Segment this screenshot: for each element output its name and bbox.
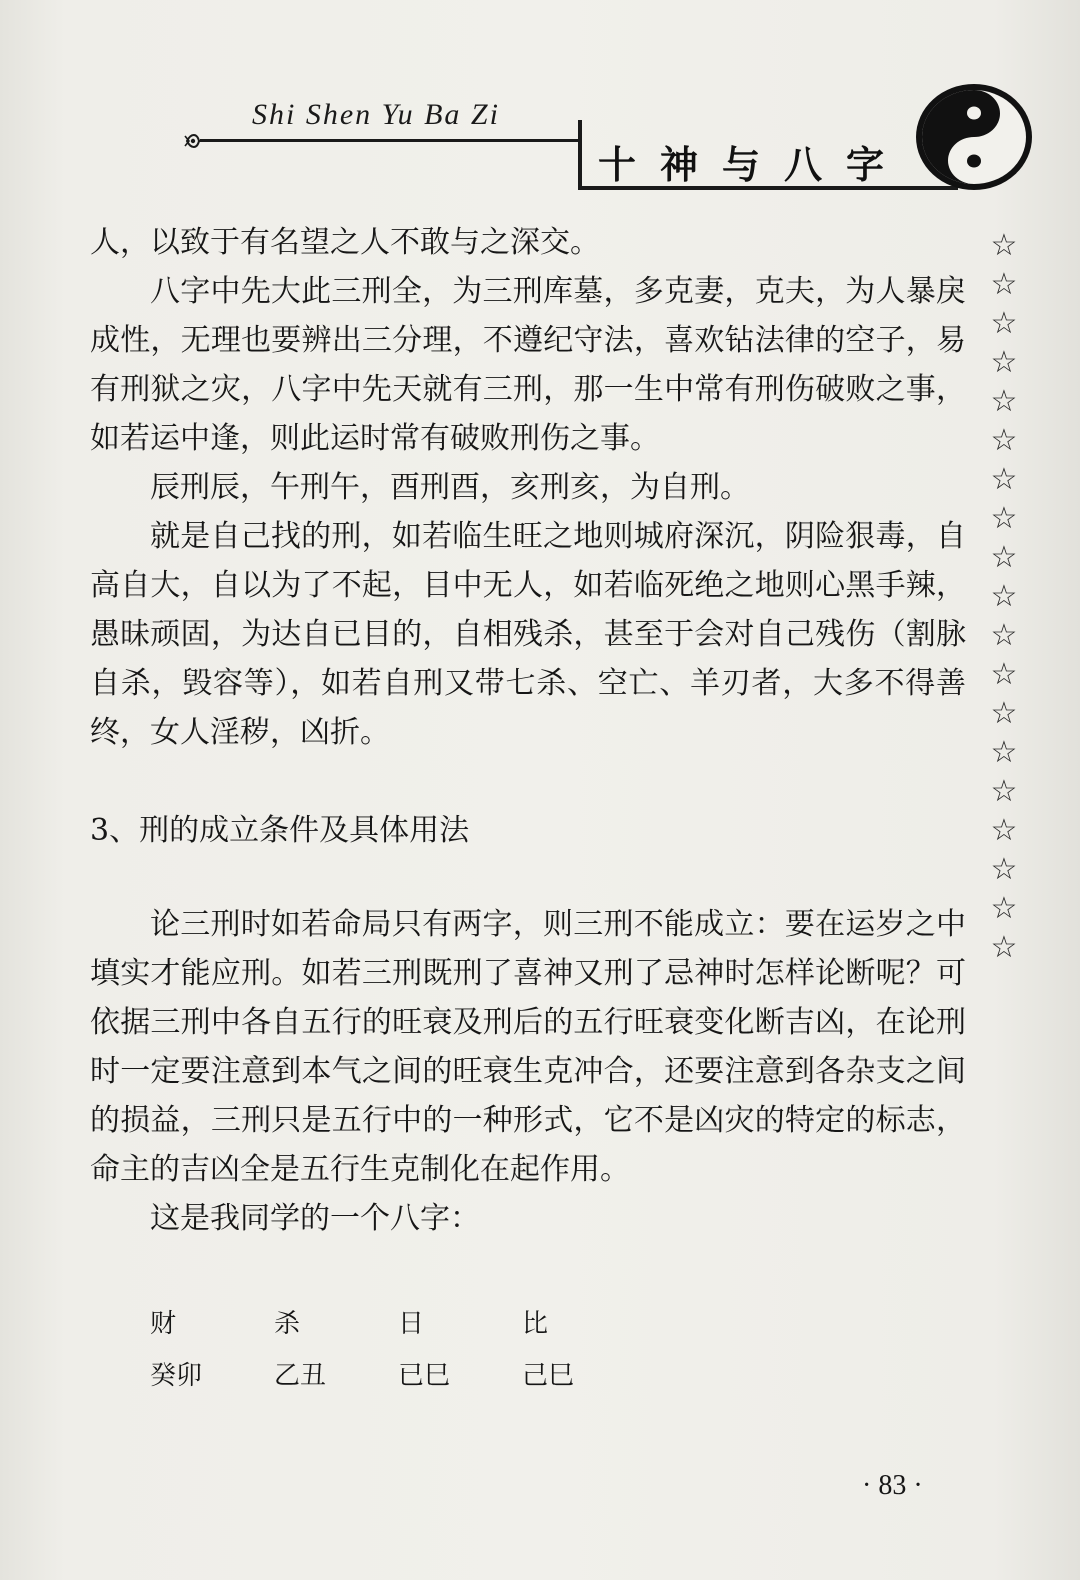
star-icon: ☆ <box>990 540 1018 575</box>
star-icon: ☆ <box>990 345 1018 380</box>
bazi-pillar: 乙丑 <box>274 1361 327 1391</box>
header-rule <box>200 139 582 142</box>
paragraph: 论三刑时如若命局只有两字，则三刑不能成立：要在运岁之中填实才能应刑。如若三刑既刑了喜神又刑了忌神时怎样论断呢？可依据三刑中各自五行的旺衰及刑后的五行旺衰变化断吉凶，在论刑时一定要注意到本气之间的旺衰生克冲合，还要注意到各杂支之间的损益，三刑只是五行中的一种形式，它不是凶灾的特定的标志，命主的吉凶全是五行生克制化在起作用。 <box>90 907 966 1187</box>
star-icon: ☆ <box>990 579 1018 614</box>
paragraph: 人，以致于有名望之人不敢与之深交。 <box>90 225 600 260</box>
paragraph: 八字中先大此三刑全，为三刑库墓，多克妻，克夫，为人暴戾成性，无理也要辨出三分理，不遵纪守法，喜欢钻法律的空子，易有刑狱之灾，八字中先天就有三刑，那一生中常有刑伤破败之事，如若运中逢，则此运时常有破败刑伤之事。 <box>90 274 966 456</box>
header-roman-title: Shi Shen Yu Ba Zi <box>252 98 500 131</box>
yin-yang-icon <box>912 80 1036 194</box>
paragraph: 这是我同学的一个八字： <box>150 1201 480 1236</box>
bazi-pillar: 癸卯 <box>150 1361 203 1391</box>
bazi-gods-row <box>150 1298 646 1350</box>
star-icon: ☆ <box>990 228 1018 263</box>
page-number: · 83 · <box>862 1470 923 1501</box>
body-text-top <box>90 218 966 757</box>
star-icon: ☆ <box>990 891 1018 926</box>
bazi-chart <box>150 1298 646 1402</box>
star-icon: ☆ <box>990 696 1018 731</box>
star-icon: ☆ <box>990 735 1018 770</box>
star-icon: ☆ <box>990 423 1018 458</box>
paragraph: 辰刑辰，午刑午，酉刑酉，亥刑亥，为自刑。 <box>150 470 750 505</box>
star-icon: ☆ <box>990 462 1018 497</box>
bazi-pillar: 已巳 <box>398 1361 451 1391</box>
bazi-god: 杀 <box>274 1309 301 1339</box>
star-rating-column <box>984 226 1024 967</box>
body-text-bottom <box>90 900 966 1243</box>
star-icon: ☆ <box>990 852 1018 887</box>
header-box-rule <box>578 120 582 190</box>
star-icon: ☆ <box>990 774 1018 809</box>
bazi-god: 比 <box>522 1309 549 1339</box>
star-icon: ☆ <box>990 657 1018 692</box>
bazi-pillar: 己巳 <box>522 1361 575 1391</box>
paragraph: 就是自己找的刑，如若临生旺之地则城府深沉，阴险狠毒，自高自大，自以为了不起，目中无人，如若临死绝之地则心黑手辣，愚昧顽固，为达自已目的，自相残杀，甚至于会对自己残伤（割脉自杀，毁容等），如若自刑又带七杀、空亡、羊刃者，大多不得善终，女人淫秽，凶折。 <box>90 519 966 750</box>
bazi-pillars-row <box>150 1350 646 1402</box>
section-heading: 3、刑的成立条件及具体用法 <box>90 813 470 848</box>
star-icon: ☆ <box>990 501 1018 536</box>
star-icon: ☆ <box>990 813 1018 848</box>
bazi-god: 日 <box>398 1309 425 1339</box>
star-icon: ☆ <box>990 267 1018 302</box>
star-icon: ☆ <box>990 930 1018 965</box>
star-icon: ☆ <box>990 618 1018 653</box>
header-chinese-title: 十神与八字 <box>598 143 909 187</box>
star-icon: ☆ <box>990 306 1018 341</box>
bazi-god: 财 <box>150 1309 177 1339</box>
star-icon: ☆ <box>990 384 1018 419</box>
